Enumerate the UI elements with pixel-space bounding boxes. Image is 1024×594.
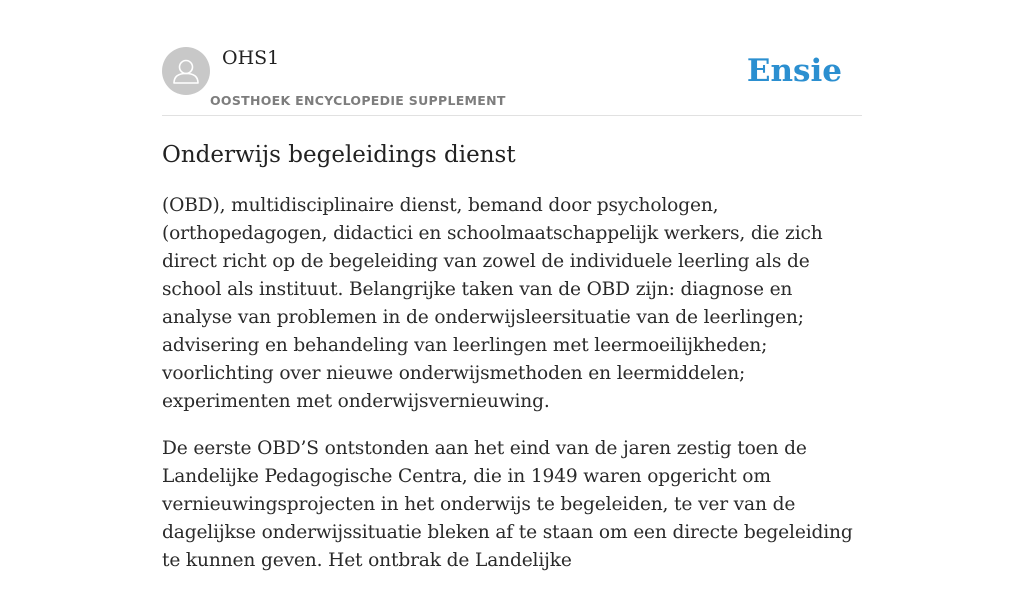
article-title: Onderwijs begeleidings dienst: [162, 142, 516, 168]
source-label[interactable]: OOSTHOEK ENCYCLOPEDIE SUPPLEMENT: [210, 93, 506, 108]
article-paragraph: De eerste OBD’S ontstonden aan het eind van de jaren zestig toen de Landelijke Pedagogische Centra, die in 1949 waren opgericht om vernieuwingsprojecten in het onderwijs te begeleiden, te ver van de dagelijkse onderwijssituatie bleken af te staan om een directe begeleiding te kunnen geven. Het ontbrak de Landelijke: [162, 438, 853, 571]
article-body: [162, 192, 864, 594]
author-name[interactable]: OHS1: [222, 47, 280, 69]
article-header: [162, 46, 862, 116]
avatar[interactable]: [162, 47, 210, 95]
ensie-logo[interactable]: Ensie: [746, 53, 842, 89]
article-paragraph: (OBD), multidisciplinaire dienst, bemand door psychologen, (orthopedagogen, didactici en schoolmaatschappelijk werkers, die zich direct richt op de begeleiding van zowel de individuele leerling als de school als instituut. Belangrijke taken van de OBD zijn: diagnose en analyse van problemen in de onderwijsleersituatie van de leerlingen; advisering en behandeling van leerlingen met leermoeilijkheden; voorlichting over nieuwe onderwijsmethoden en leermiddelen; experimenten met onderwijsvernieuwing.: [162, 195, 823, 412]
user-silhouette-icon: [162, 47, 210, 95]
